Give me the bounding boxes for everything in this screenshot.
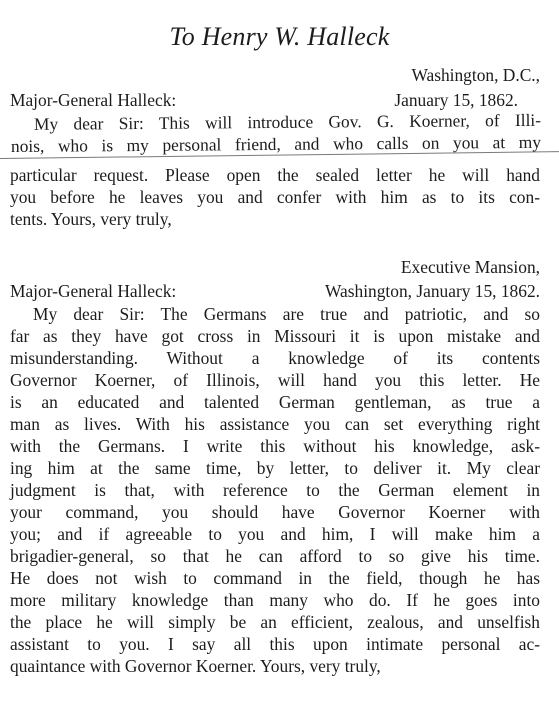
letter-2-line: Governor Koerner, of Illinois, will hand you this letter. He: [10, 370, 540, 390]
letter-2-line: judgment is that, with reference to the German element in: [10, 480, 540, 500]
letter-1-line: tents. Yours, very truly,: [10, 209, 172, 229]
letter-1-place: Washington, D.C.,: [411, 65, 540, 85]
letter-1-salutation-line: [10, 89, 540, 111]
letter-2-line: the place he will simply be an efficient, zealous, and unselfish: [10, 612, 540, 632]
letter-2-line: man as lives. With his assistance you can set everything right: [10, 414, 540, 434]
letter-2-line: misunderstanding. Without a knowledge of its contents: [10, 348, 540, 368]
letter-2-line: brigadier-general, so that he can afford to so give his time.: [10, 546, 540, 566]
letter-2-line: quaintance with Governor Koerner. Yours, very truly,: [10, 656, 381, 676]
letter-1-line: My dear Sir: This will introduce Gov. G. Koerner, of Illi-: [33, 109, 542, 134]
letter-1-line: you before he leaves you and confer with him as to its con-: [10, 187, 540, 207]
letter-1-date: January 15, 1862.: [394, 90, 518, 110]
letter-2-line: ing him at the same time, by letter, to deliver it. My clear: [10, 458, 540, 478]
letter-2-line: far as they have got cross in Missouri it is upon mistake and: [10, 326, 540, 346]
letter-2-line: with the Germans. I write this without his knowledge, ask-: [10, 436, 540, 456]
letter-2-line: assistant to you. I say all this upon intimate personal ac-: [10, 634, 540, 654]
letter-1-line: nois, who is my personal friend, and who calls on you at my: [10, 131, 542, 156]
letter-1-line: particular request. Please open the sealed letter he will hand: [10, 165, 540, 185]
letter-2-line: My dear Sir: The Germans are true and patriotic, and so: [33, 304, 540, 324]
letter-2-date: Washington, January 15, 1862.: [325, 281, 540, 301]
letter-2-addressee: Major-General Halleck:: [10, 281, 177, 301]
letter-2-salutation-line: [10, 280, 540, 302]
letter-2-line: more military knowledge than many who do. If he goes into: [10, 590, 540, 610]
letter-1-addressee: Major-General Halleck:: [10, 90, 177, 110]
letter-2-line: is an educated and talented German gentleman, as true a: [10, 392, 540, 412]
page-title: To Henry W. Halleck: [169, 22, 390, 51]
letter-2-line: you; and if agreeable to you and him, I will make him a: [10, 524, 540, 544]
letter-2-place: Executive Mansion,: [400, 257, 540, 277]
letter-2-line: He does not wish to command in the field, though he has: [10, 568, 540, 588]
letter-2-line: your command, you should have Governor Koerner with: [10, 502, 540, 522]
